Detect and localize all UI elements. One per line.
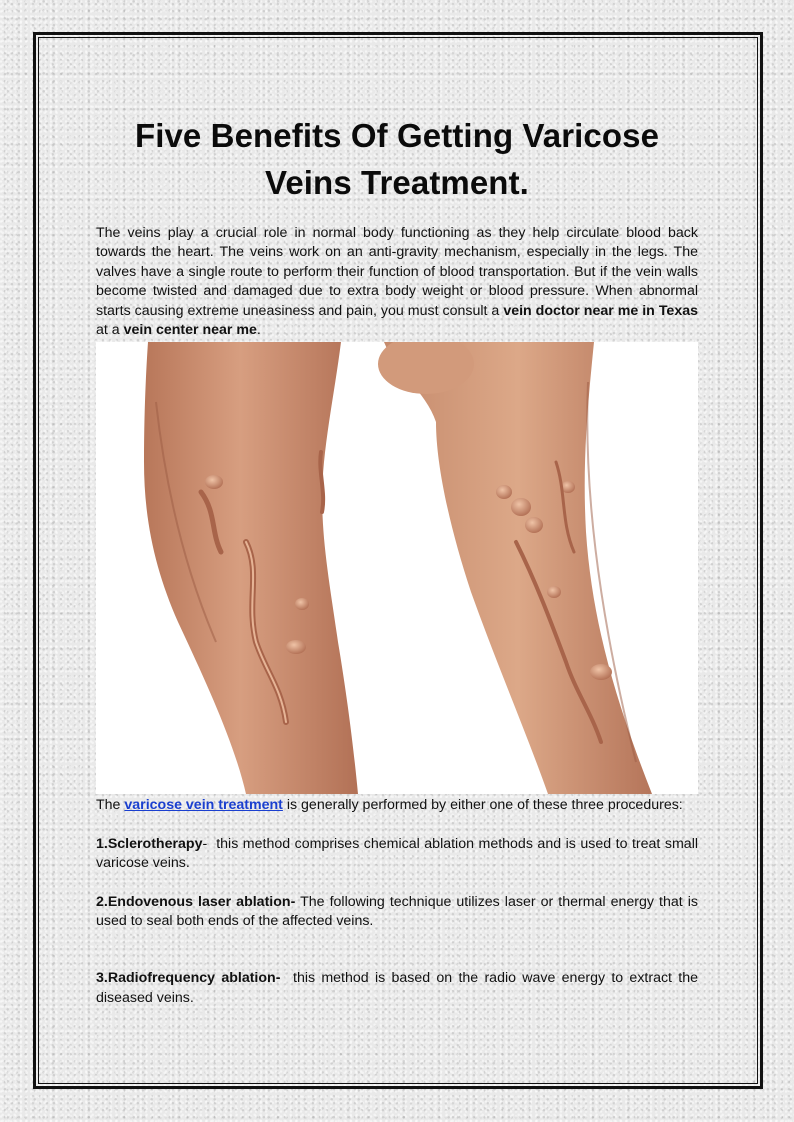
procedure-sclerotherapy	[96, 835, 698, 874]
procedure-label: 3.Radiofrequency ablation-	[96, 970, 281, 987]
procedure-text: this method is based on the radio wave energy to extract the diseased veins.	[96, 970, 699, 1006]
procedure-text: The following technique utilizes laser or thermal energy that is used to seal both ends of the affected veins.	[96, 893, 698, 930]
procedure-text: this method comprises chemical ablation methods and is used to treat small varicose veins.	[96, 835, 698, 872]
procedures-intro-before: The	[96, 797, 125, 814]
procedure-endovenous-laser	[96, 893, 698, 932]
legs-illustration	[96, 342, 698, 794]
intro-end: .	[256, 322, 261, 339]
procedures-intro-after: is generally performed by either one of these three procedures:	[282, 797, 683, 814]
varicose-legs-photo	[96, 342, 698, 794]
intro-mid: at a	[96, 322, 124, 339]
procedure-label: 2.Endovenous laser ablation-	[96, 893, 296, 910]
intro-paragraph	[96, 224, 698, 340]
intro-bold-doctor: vein doctor near me in Texas	[503, 302, 698, 319]
document-body	[96, 112, 698, 1008]
page-title: Five Benefits Of Getting Varicose Veins Treatment.	[134, 117, 660, 201]
intro-bold-center: vein center near me	[123, 322, 257, 339]
varicose-vein-treatment-link[interactable]: varicose vein treatment	[124, 797, 283, 814]
intro-text: The veins play a crucial role in normal body functioning as they help circulate blood back towards the heart. The veins work on an anti-gravity mechanism, especially in the legs. The valves have a single route to perform their function of blood transportation. But if the vein walls become twisted and damaged due to extra body weight or blood pressure. When abnormal starts causing extreme uneasiness and pain, you must consult a	[96, 225, 698, 319]
procedure-sep	[280, 970, 293, 986]
procedure-sep: -	[202, 835, 217, 852]
procedure-label: 1.Sclerotherapy	[96, 835, 203, 852]
procedures-intro	[96, 796, 698, 815]
procedure-radiofrequency	[96, 969, 698, 1008]
